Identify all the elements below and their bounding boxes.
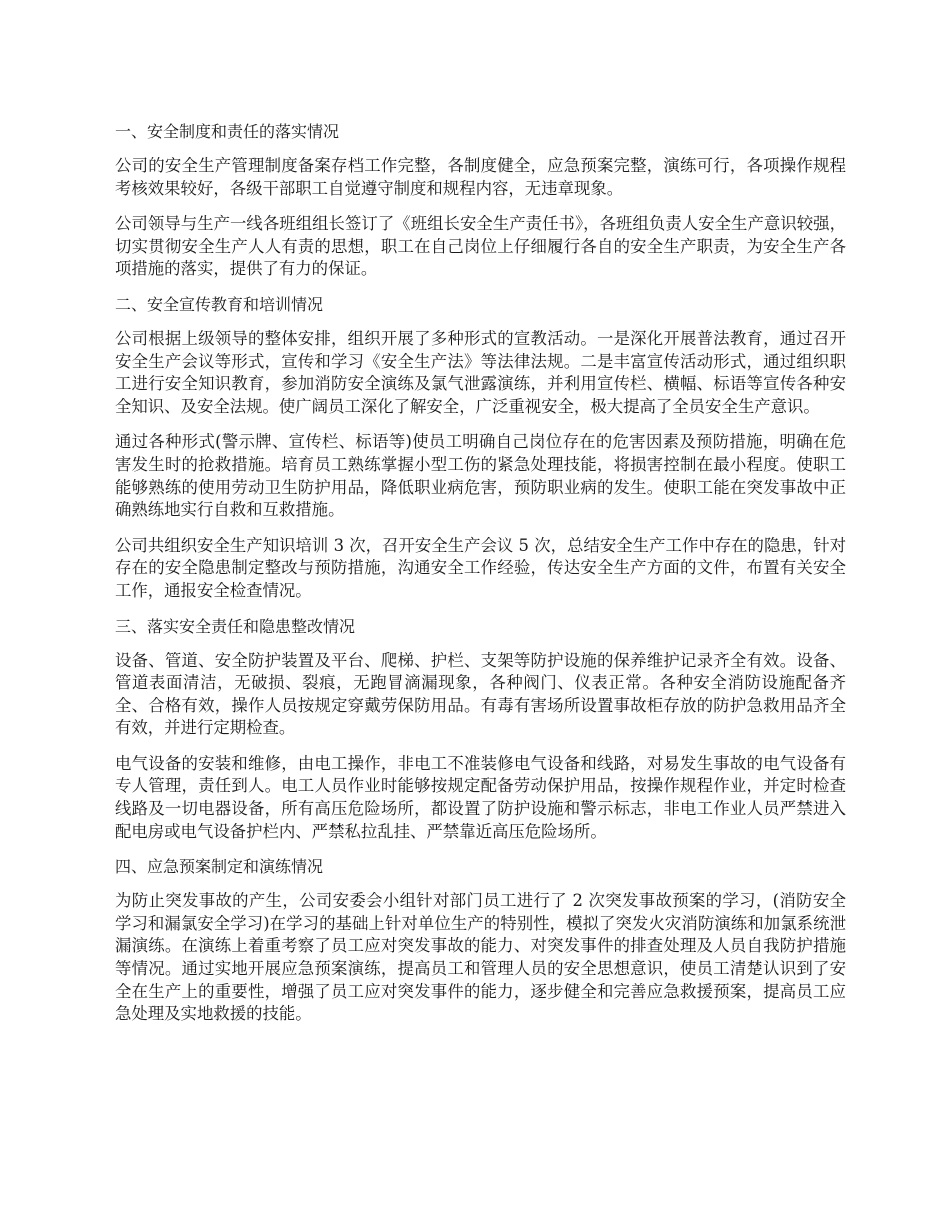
section-heading-safety-system: 一、安全制度和责任的落实情况: [115, 122, 340, 141]
paragraph: 为防止突发事故的产生，公司安委会小组针对部门员工进行了 2 次突发事故预案的学习，(消防安全学习和漏氯安全学习)在学习的基础上针对单位生产的特别性，模拟了突发火灾消防演练和加氯系统泄漏演练。在演练上着重考察了员工应对突发事故的能力、对突发事件的排查处理及人员自我防护措施等情况。通过实地开展应急预案演练，提高员工和管理人员的安全思想意识，使员工清楚认识到了安全在生产上的重要性，增强了员工应对突发事件的能力，逐步健全和完善应急救援预案，提高员工应急处理及实地救援的技能。: [115, 891, 846, 1024]
paragraph: 公司根据上级领导的整体安排，组织开展了多种形式的宣教活动。一是深化开展普法教育，通过召开安全生产会议等形式，宣传和学习《安全生产法》等法律法规。二是丰富宣传活动形式，通过组织职工进行安全知识教育，参加消防安全演练及氯气泄露演练，并利用宣传栏、横幅、标语等宣传各种安全知识、及安全法规。使广阔员工深化了解安全，广泛重视安全，极大提高了全员安全生产意识。: [115, 328, 846, 416]
section-heading-emergency-plan: 四、应急预案制定和演练情况: [115, 857, 324, 877]
section-heading-safety-education: 二、安全宣传教育和培训情况: [115, 294, 324, 314]
paragraph: 通过各种形式(警示牌、宣传栏、标语等)使员工明确自己岗位存在的危害因素及预防措施，明确在危害发生时的抢救措施。培育员工熟练掌握小型工伤的紧急处理技能，将损害控制在最小程度。使职工能够熟练的使用劳动卫生防护用品，降低职业病危害，预防职业病的发生。使职工能在突发事故中正确熟练地实行自救和互救措施。: [115, 432, 846, 520]
paragraph: 电气设备的安装和维修，由电工操作，非电工不准装修电气设备和线路，对易发生事故的电气设备有专人管理，责任到人。电工人员作业时能够按规定配备劳动保护用品，按操作规程作业，并定时检查线路及一切电器设备，所有高压危险场所，都设置了防护设施和警示标志，非电工作业人员严禁进入配电房或电气设备护栏内、严禁私拉乱挂、严禁靠近高压危险场所。: [115, 753, 846, 841]
paragraph: 设备、管道、安全防护装置及平台、爬梯、护栏、支架等防护设施的保养维护记录齐全有效。设备、管道表面清洁，无破损、裂痕，无跑冒滴漏现象，各种阀门、仪表正常。各种安全消防设施配备齐全、合格有效，操作人员按规定穿戴劳保防用品。有毒有害场所设置事故柜存放的防护急救用品齐全有效，并进行定期检查。: [115, 650, 846, 738]
paragraph: 公司领导与生产一线各班组组长签订了《班组长安全生产责任书》，各班组负责人安全生产意识较强，切实贯彻安全生产人人有责的思想，职工在自己岗位上仔细履行各自的安全生产职责，为安全生产各项措施的落实，提供了有力的保证。: [115, 214, 846, 279]
section-heading-hazard-rectification: 三、落实安全责任和隐患整改情况: [115, 616, 356, 636]
paragraph: 公司的安全生产管理制度备案存档工作完整，各制度健全，应急预案完整，演练可行，各项操作规程考核效果较好，各级干部职工自觉遵守制度和规程内容，无违章现象。: [115, 156, 846, 198]
paragraph: 公司共组织安全生产知识培训 3 次，召开安全生产会议 5 次，总结安全生产工作中存在的隐患，针对存在的安全隐患制定整改与预防措施，沟通安全工作经验，传达安全生产方面的文件，布置有关安全工作，通报安全检查情况。: [115, 535, 846, 600]
